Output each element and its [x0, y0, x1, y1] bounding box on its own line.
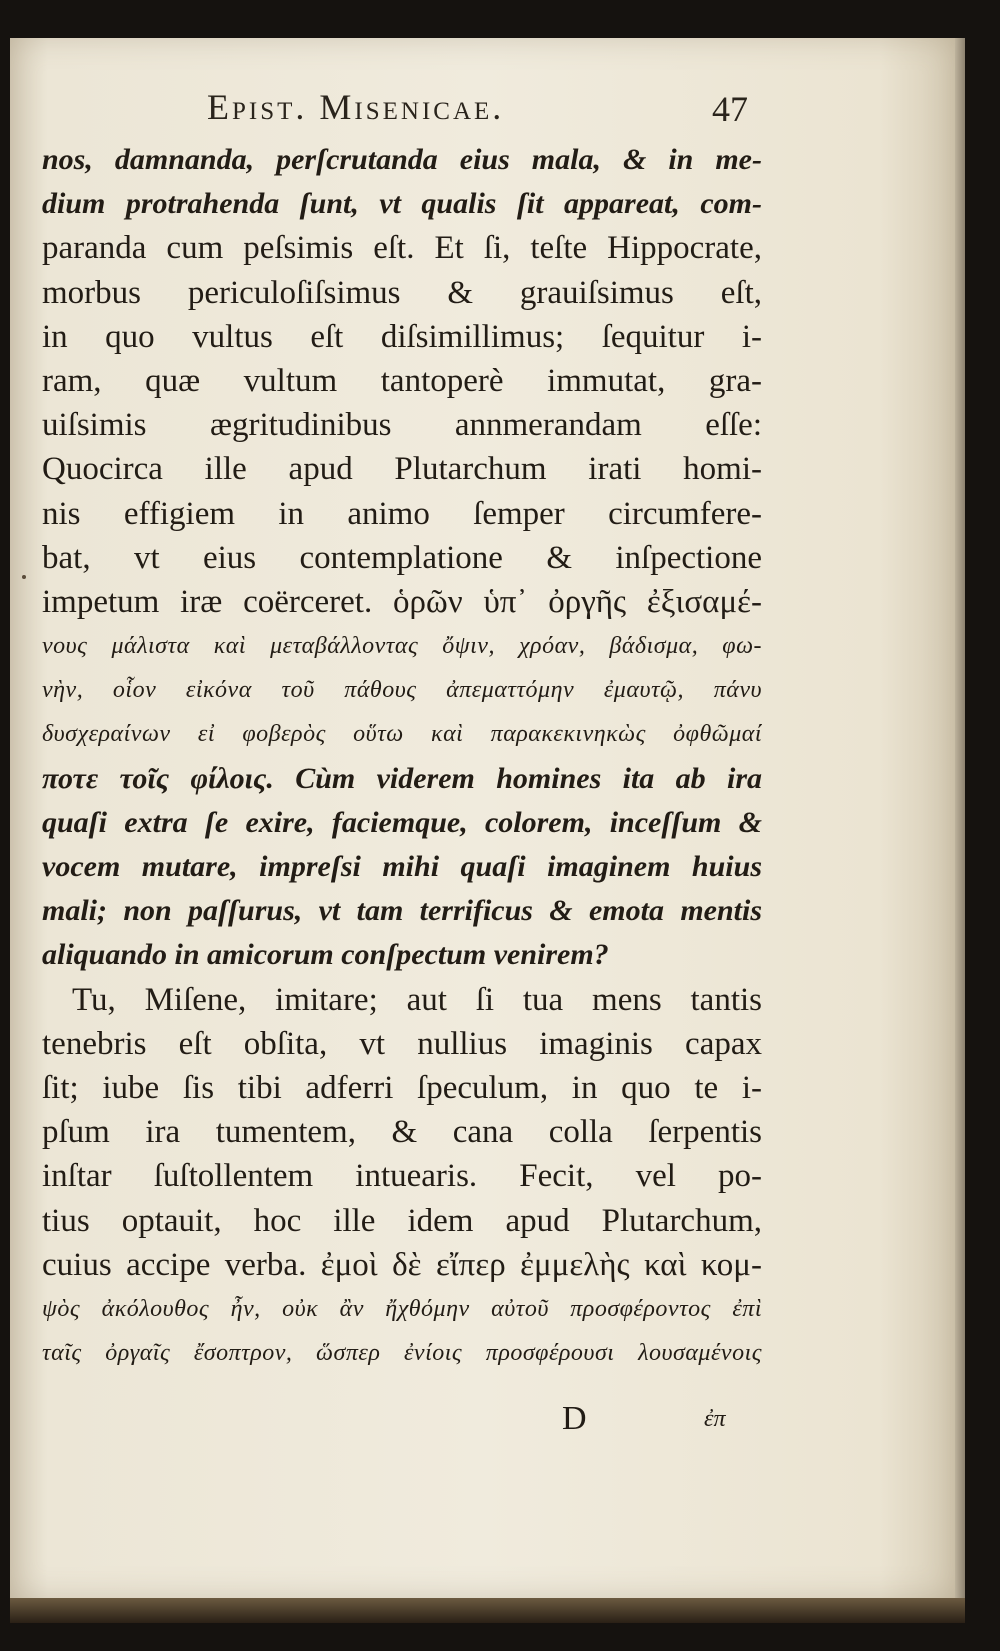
text-line: aliquando in amicorum conſpectum venirem? — [42, 938, 609, 972]
text-line: tius optauit, hoc ille idem apud Plutarchum, — [42, 1202, 762, 1239]
text-line: impetum iræ coërceret. ὁρῶν ὑπ᾽ ὀργῆς ἐξισαμέ- — [42, 583, 762, 620]
greek-line: δυσχεραίνων εἰ φοβερὸς οὕτω καὶ παρακεκινηκὼς ὀφθῶμαί — [42, 721, 762, 748]
text-line: paranda cum peſsimis eſt. Et ſi, teſte Hippocrate, — [42, 230, 762, 267]
text-line: mali; non paſſurus, vt tam terrificus & emota mentis — [42, 894, 762, 928]
page-edge — [955, 38, 965, 1598]
text-line: ποτε τοῖς φίλοις. Cùm viderem homines ita ab ira — [42, 761, 762, 795]
text-line: nos, damnanda, perſcrutanda eius mala, & in me- — [42, 143, 762, 176]
text-line: morbus periculoſiſsimus & grauiſsimus eſt, — [42, 274, 762, 311]
greek-line: νους μάλιστα καὶ μεταβάλλοντας ὄψιν, χρόαν, βάδισμα, φω- — [42, 633, 762, 660]
greek-line: ταῖς ὀργαῖς ἔσοπτρον, ὥσπερ ἐνίοις προσφέρουσι λουσαμένοις — [42, 1340, 762, 1367]
text-line: inſtar ſuſtollentem intuearis. Fecit, vel po- — [42, 1158, 762, 1195]
text-line: uiſsimis ægritudinibus annmerandam eſſe: — [42, 407, 762, 444]
text-line: Quocirca ille apud Plutarchum irati homi- — [42, 451, 762, 488]
text-line: quaſi extra ſe exire, faciemque, colorem, inceſſum & — [42, 805, 762, 839]
text-line: ram, quæ vultum tantoperè immutat, gra- — [42, 362, 762, 399]
text-line: cuius accipe verba. ἐμοὶ δὲ εἴπερ ἐμμελὴς καὶ κομ- — [42, 1246, 762, 1283]
text-line: dium protrahenda ſunt, vt qualis ſit appareat, com- — [42, 187, 762, 221]
text-line: pſum ira tumentem, & cana colla ſerpentis — [42, 1114, 762, 1151]
text-line: vocem mutare, impreſsi mihi quaſi imaginem huius — [42, 850, 762, 883]
greek-line: νὴν, οἷον εἰκόνα τοῦ πάθους ἀπεματτόμην ἐμαυτῷ, πάνυ — [42, 677, 762, 704]
body-text — [42, 138, 762, 1375]
margin-mark — [22, 575, 26, 579]
text-line: tenebris eſt obſita, vt nullius imaginis capax — [42, 1025, 762, 1062]
text-line: nis effigiem in animo ſemper circumfere- — [42, 495, 762, 532]
text-line: bat, vt eius contemplatione & inſpectione — [42, 539, 762, 576]
greek-line: ψὸς ἀκόλουθος ἦν, οὐκ ἂν ἤχθόμην αὐτοῦ προσφέροντος ἐπὶ — [42, 1295, 762, 1322]
page-bottom-shadow — [10, 1598, 965, 1623]
page-number: 47 — [712, 89, 748, 129]
running-head: Epist. Misenicae. — [207, 87, 505, 127]
text-line: in quo vultus eſt diſsimillimus; ſequitur i- — [42, 318, 762, 355]
catchword: ἐπ — [704, 1406, 726, 1432]
text-line: ſit; iube ſis tibi adferri ſpeculum, in quo te i- — [42, 1069, 762, 1106]
signature-mark: D — [562, 1400, 587, 1437]
text-line: Tu, Miſene, imitare; aut ſi tua mens tantis — [72, 981, 762, 1018]
